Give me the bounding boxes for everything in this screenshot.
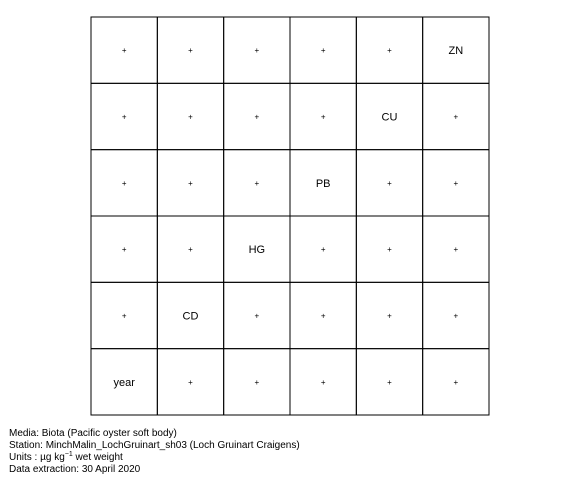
variable-label-zn: ZN xyxy=(448,45,464,58)
empty-panel-marker: + xyxy=(188,46,193,56)
empty-panel-marker: + xyxy=(121,112,127,122)
empty-panel-marker: + xyxy=(254,311,260,321)
empty-panel-marker: + xyxy=(254,46,260,56)
empty-panel-marker: + xyxy=(121,46,127,56)
empty-panel-marker: + xyxy=(188,178,193,188)
empty-panel-marker: + xyxy=(188,112,193,122)
variable-label-pb: PB xyxy=(315,177,331,190)
empty-panel-marker: + xyxy=(254,178,260,188)
caption xyxy=(9,428,300,476)
empty-panel-marker: + xyxy=(121,178,127,188)
empty-panel-marker: + xyxy=(387,377,392,387)
empty-panel-marker: + xyxy=(387,311,392,321)
empty-panel-marker: + xyxy=(320,245,326,255)
empty-panel-marker: + xyxy=(254,377,260,387)
empty-panel-marker: + xyxy=(188,377,193,387)
caption-units-suffix: wet weight xyxy=(72,452,123,463)
empty-panel-marker: + xyxy=(387,46,392,56)
variable-label-cd: CD xyxy=(182,310,199,323)
caption-units-prefix: Units : µg kg xyxy=(9,452,65,463)
empty-panel-marker: + xyxy=(320,377,326,387)
caption-units-exponent: −1 xyxy=(64,451,73,458)
empty-panel-marker: + xyxy=(453,377,459,387)
caption-station: Station: MinchMalin_LochGruinart_sh03 (Loch Gruinart Craigens) xyxy=(9,440,300,451)
empty-panel-marker: + xyxy=(320,112,326,122)
empty-panel-marker: + xyxy=(453,112,459,122)
empty-panel-marker: + xyxy=(121,245,127,255)
variable-label-year: year xyxy=(113,376,135,389)
caption-units xyxy=(9,452,300,464)
empty-panel-marker: + xyxy=(453,245,459,255)
empty-panel-marker: + xyxy=(320,311,326,321)
caption-extraction: Data extraction: 30 April 2020 xyxy=(9,464,141,475)
variable-label-cu: CU xyxy=(381,111,398,124)
empty-panel-marker: + xyxy=(453,311,459,321)
empty-panel-marker: + xyxy=(121,311,127,321)
empty-panel-marker: + xyxy=(453,178,459,188)
empty-panel-marker: + xyxy=(188,245,193,255)
empty-panel-marker: + xyxy=(254,112,260,122)
empty-panel-marker: + xyxy=(387,245,392,255)
empty-panel-marker: + xyxy=(320,46,326,56)
caption-media: Media: Biota (Pacific oyster soft body) xyxy=(9,428,177,439)
empty-panel-marker: + xyxy=(387,178,392,188)
variable-label-hg: HG xyxy=(248,244,266,257)
